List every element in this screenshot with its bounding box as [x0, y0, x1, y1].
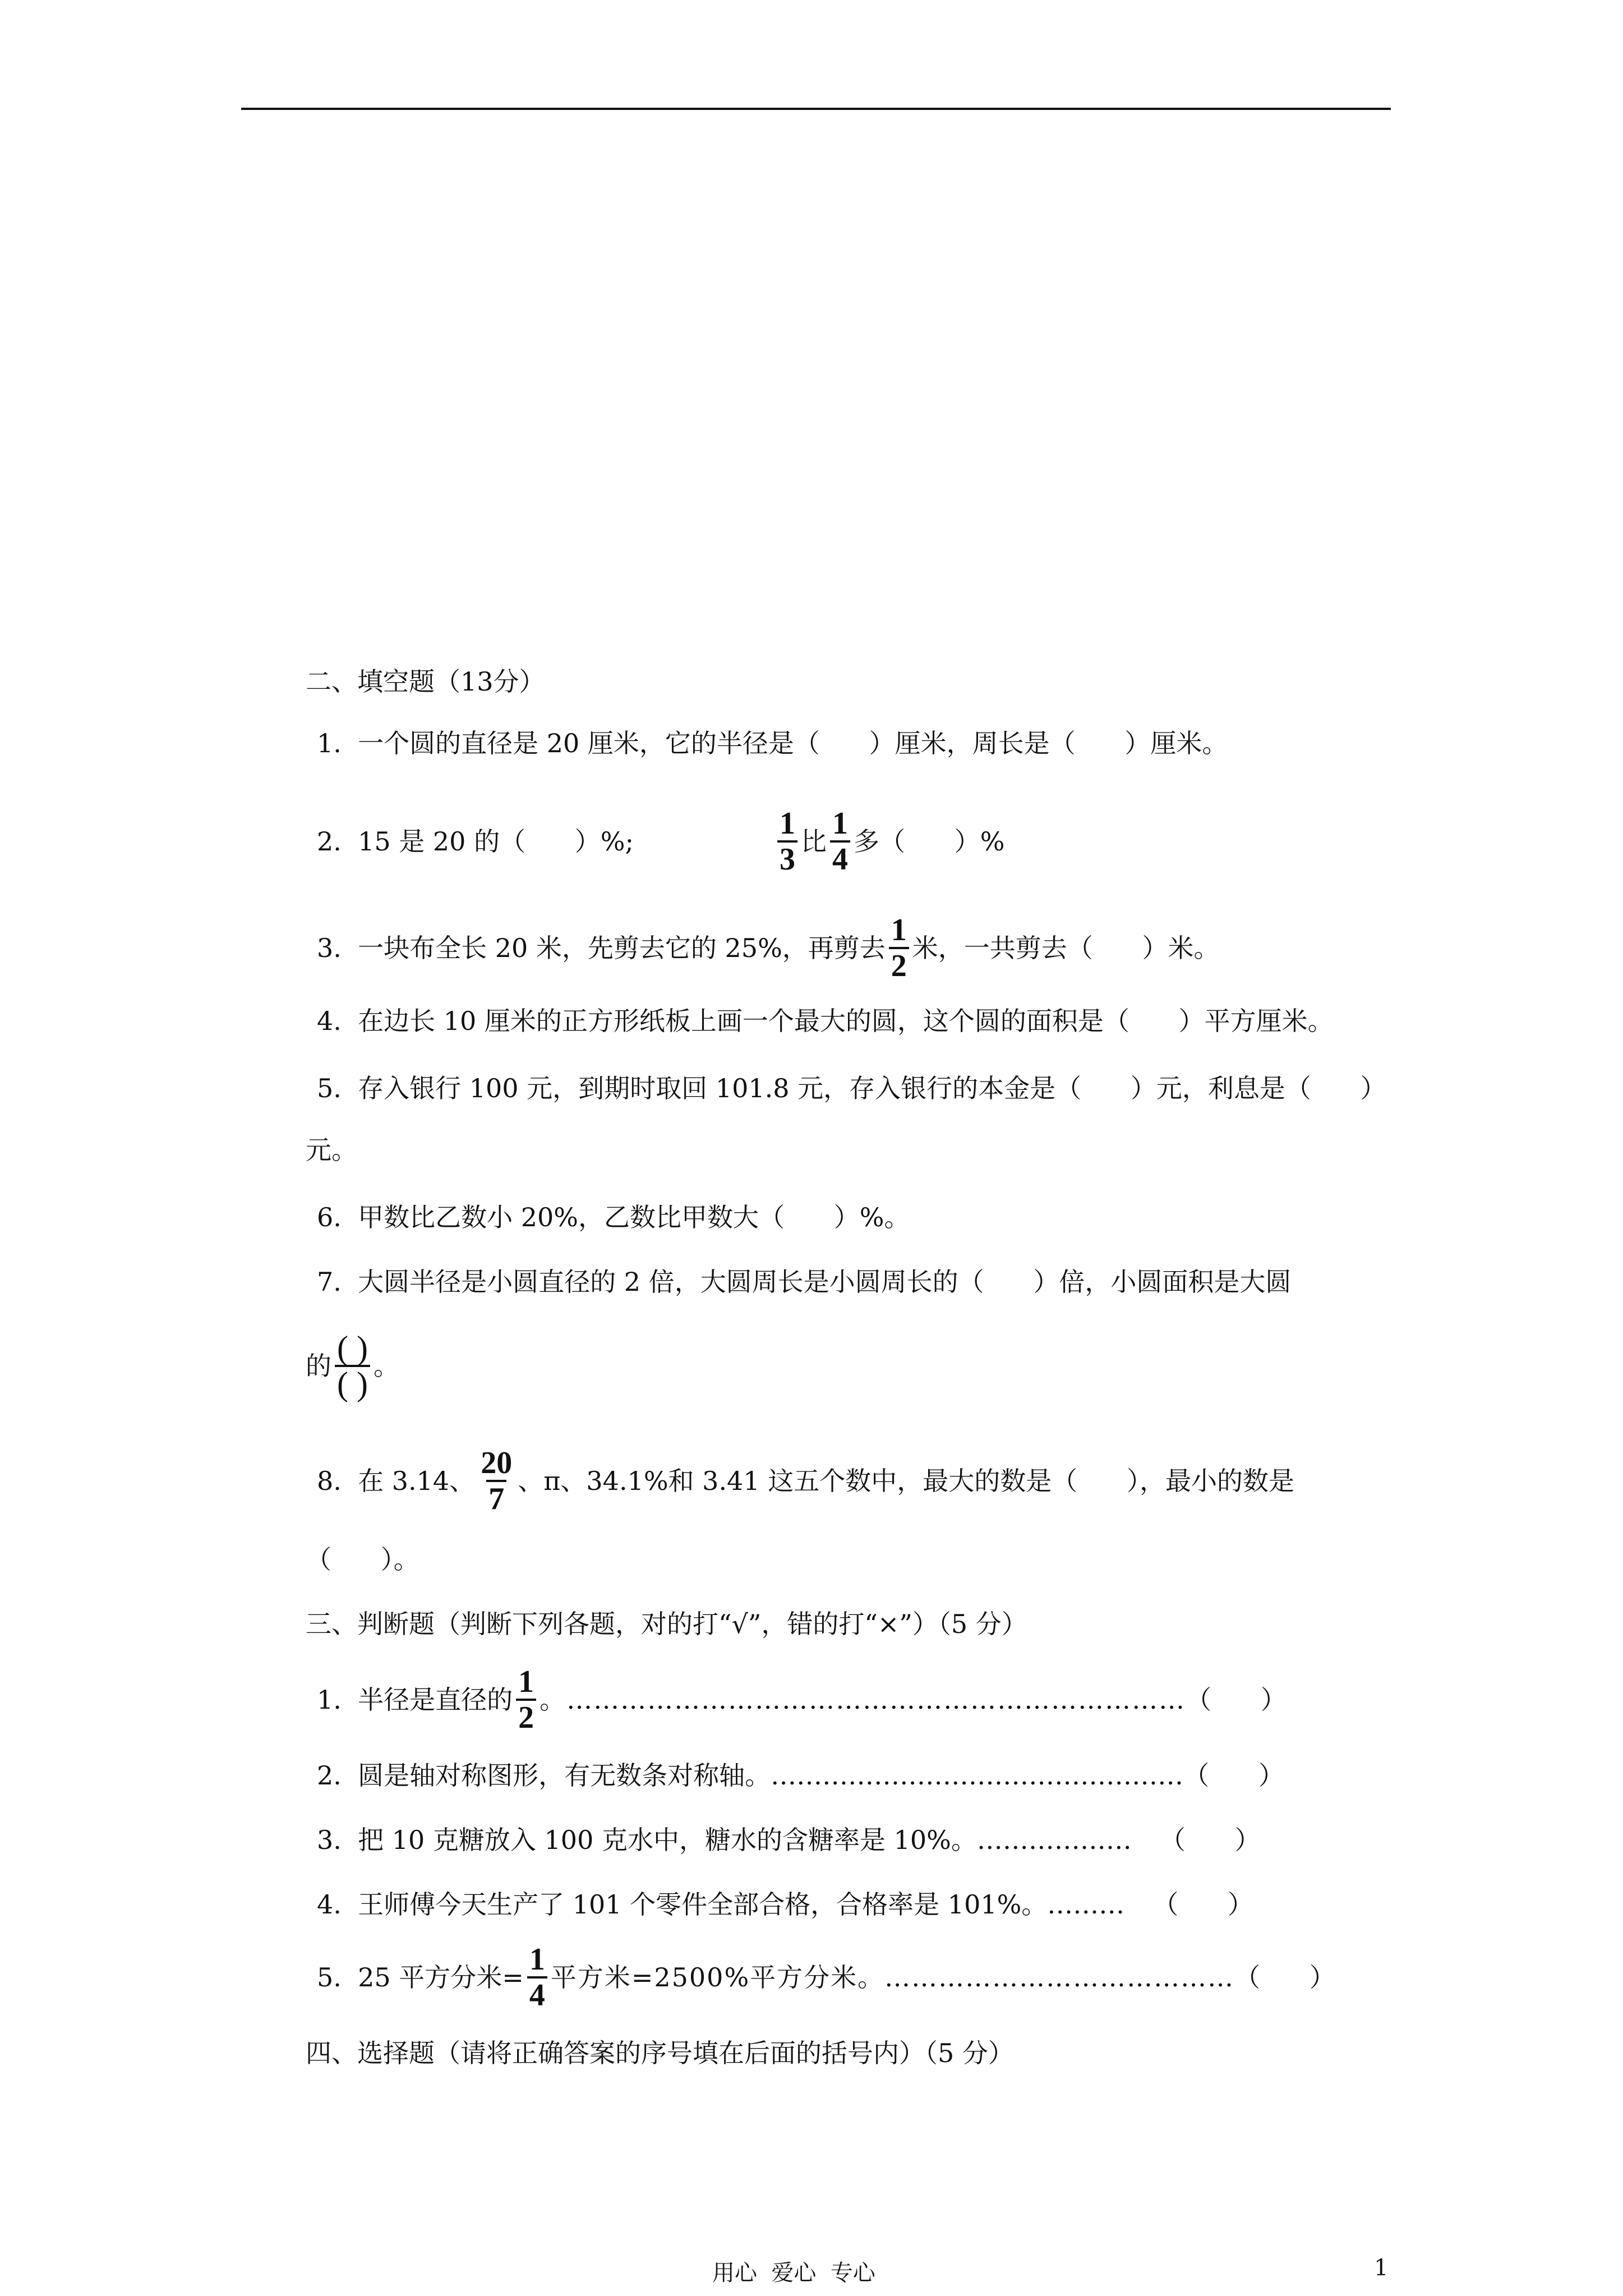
fraction-denominator: 7	[486, 1480, 506, 1516]
judgement-4	[317, 1871, 1253, 1938]
question-7-cont-a: 的	[306, 1351, 331, 1381]
section-heading-fill-blank: 二、填空题（13分）	[306, 666, 545, 697]
judgement-1-leader: 。……………………………………………………………	[540, 1685, 1186, 1715]
judgement-1-part-a: 1. 半径是直径的	[317, 1685, 513, 1715]
question-7-continuation	[306, 1318, 399, 1414]
fraction-numerator: 1	[780, 806, 796, 841]
question-3-part-b: 米，一共剪去（ ）米。	[912, 933, 1220, 963]
question-2-compare-word: 比	[801, 826, 827, 857]
question-8-part-b: 、π、34.1%和 3.41 这五个数中，最大的数是（ ），最小的数是	[518, 1466, 1294, 1496]
question-7-cont-b: 。	[373, 1351, 399, 1381]
judgement-2-text: 2. 圆是轴对称图形，有无数条对称轴。…………………………………………	[317, 1760, 1184, 1791]
question-3	[317, 903, 1220, 993]
question-5-continuation: 元。	[306, 1135, 357, 1165]
fraction-numerator: 1	[891, 913, 907, 947]
footer-motto: 用心 爱心 专心	[712, 2260, 875, 2286]
fraction-numerator: 1	[529, 1942, 545, 1977]
question-7: 7. 大圆半径是小圆直径的 2 倍，大圆周长是小圆周长的（ ）倍，小圆面积是大圆	[317, 1267, 1292, 1297]
question-8-continuation: （ ）。	[306, 1544, 419, 1575]
section-heading-true-false: 三、判断题（判断下列各题，对的打“√”，错的打“×”）（5 分）	[306, 1609, 1027, 1639]
question-2	[317, 797, 1004, 886]
fraction-denominator: 4	[527, 1976, 547, 2012]
question-4: 4. 在边长 10 厘米的正方形纸板上画一个最大的圆，这个圆的面积是（ ）平方厘米。	[317, 1006, 1334, 1036]
fraction-denominator: 3	[777, 840, 797, 876]
fraction-one-quarter	[527, 1943, 547, 2012]
fraction-numerator: 20	[481, 1446, 513, 1480]
question-1: 1. 一个圆的直径是 20 厘米，它的半径是（ ）厘米，周长是（ ）厘米。	[317, 728, 1228, 758]
question-8-part-a: 8. 在 3.14、	[317, 1466, 476, 1496]
judgement-5-leader: 平方米=2500%平方分米。…………………………………	[550, 1962, 1235, 1993]
judgement-5	[317, 1932, 1335, 2022]
question-2-part-b: 多（ ）%	[854, 826, 1005, 857]
judgement-1	[317, 1655, 1287, 1745]
question-5: 5. 存入银行 100 元，到期时取回 101.8 元，存入银行的本金是（ ）元，利息是（ ）	[317, 1073, 1386, 1103]
fraction-denominator: 2	[889, 947, 909, 983]
fraction-numerator: 1	[832, 806, 849, 841]
fraction-one-third	[777, 807, 797, 876]
judgement-5-answer-blank: （ ）	[1234, 1962, 1335, 1993]
fraction-one-quarter	[830, 807, 850, 876]
judgement-3-answer-blank: （ ）	[1159, 1825, 1261, 1855]
header-rule	[241, 108, 1391, 110]
page-number: 1	[1374, 2255, 1389, 2281]
judgement-3-text: 3. 把 10 克糖放入 100 克水中，糖水的含糖率是 10%。………………	[317, 1825, 1132, 1855]
fraction-denominator: 4	[830, 840, 850, 876]
question-3-part-a: 3. 一块布全长 20 米，先剪去它的 25%，再剪去	[317, 933, 886, 963]
judgement-5-part-a: 5. 25 平方分米=	[317, 1962, 524, 1993]
fraction-one-half	[889, 913, 909, 983]
fraction-blank	[335, 1331, 370, 1401]
question-6: 6. 甲数比乙数小 20%，乙数比甲数大（ ）%。	[317, 1202, 910, 1232]
fraction-denominator: 2	[516, 1699, 536, 1734]
judgement-2	[317, 1742, 1284, 1809]
section-heading-multiple-choice: 四、选择题（请将正确答案的序号填在后面的括号内）（5 分）	[306, 2038, 1014, 2068]
fraction-one-half	[516, 1665, 536, 1734]
judgement-2-answer-blank: （ ）	[1183, 1760, 1284, 1791]
question-8	[317, 1436, 1294, 1526]
judgement-1-answer-blank: （ ）	[1186, 1685, 1287, 1715]
fraction-denominator: ( )	[335, 1365, 370, 1401]
fraction-twenty-sevenths	[478, 1446, 514, 1516]
question-2-part-a: 2. 15 是 20 的（ ）%;	[317, 826, 634, 857]
judgement-4-answer-blank: （ ）	[1152, 1889, 1254, 1920]
fraction-numerator: 1	[518, 1664, 534, 1699]
judgement-3	[317, 1806, 1261, 1874]
fraction-numerator: ( )	[337, 1329, 368, 1366]
judgement-4-text: 4. 王师傅今天生产了 101 个零件全部合格，合格率是 101%。………	[317, 1889, 1125, 1920]
